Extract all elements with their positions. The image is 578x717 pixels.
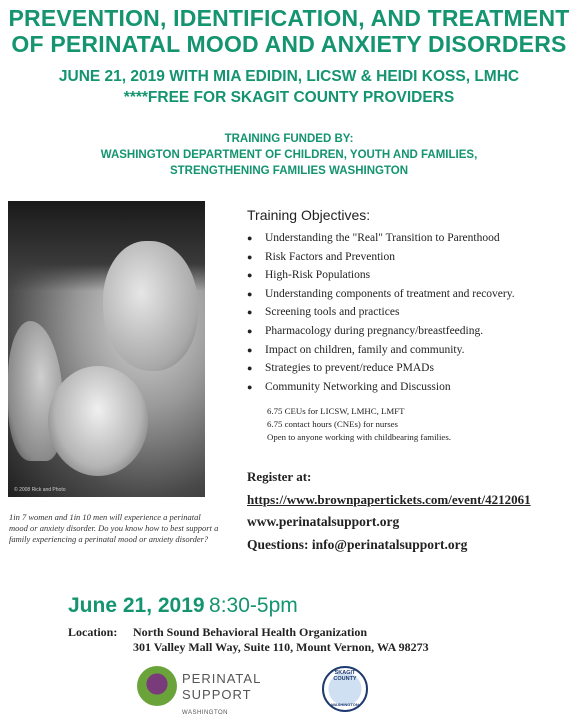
location-label: Location: — [68, 625, 118, 639]
title-line-1: PREVENTION, IDENTIFICATION, AND TREATMENT — [8, 5, 570, 31]
bullet-icon: ● — [247, 325, 253, 336]
objective-item: ● Understanding components of treatment and recovery. — [247, 285, 515, 304]
photo-credit: © 2008 Rick and Photo — [14, 487, 66, 493]
objective-item: ● Understanding the "Real" Transition to Parenthood — [247, 229, 515, 248]
credits-info — [267, 405, 451, 444]
mother-baby-photo — [8, 201, 205, 497]
event-location — [68, 625, 429, 655]
logo-text-perinatal: PERINATAL — [182, 671, 262, 686]
skagit-county-seal — [322, 666, 368, 712]
credits-line-2: 6.75 contact hours (CNEs) for nurses — [267, 419, 398, 429]
bullet-icon: ● — [247, 381, 253, 392]
event-date: June 21, 2019 — [68, 594, 205, 617]
subtitle-line-1: JUNE 21, 2019 WITH MIA EDIDIN, LICSW & HEIDI KOSS, LMHC — [58, 68, 520, 85]
perinatal-support-emblem-icon — [137, 666, 177, 706]
title-line-2: OF PERINATAL MOOD AND ANXIETY DISORDERS — [11, 31, 567, 57]
seal-text-top: SKAGIT COUNTY — [333, 670, 357, 682]
funding-block — [0, 131, 578, 179]
bullet-icon: ● — [247, 251, 253, 262]
bullet-icon: ● — [247, 344, 253, 355]
page-title — [0, 5, 578, 57]
seal-text-bottom: WASHINGTON — [331, 702, 359, 707]
objective-item: ● Community Networking and Discussion — [247, 378, 515, 397]
perinatal-support-logo — [137, 666, 277, 716]
photo-mother-face — [103, 241, 198, 371]
register-link[interactable]: https://www.brownpapertickets.com/event/4212061 — [247, 491, 531, 507]
event-date-time — [68, 594, 298, 618]
bullet-icon: ● — [247, 288, 253, 299]
bullet-icon: ● — [247, 363, 253, 374]
funding-label: TRAINING FUNDED BY: — [224, 133, 354, 145]
subtitle — [0, 66, 578, 108]
website-link[interactable]: www.perinatalsupport.org — [247, 514, 400, 529]
register-block — [247, 466, 531, 556]
funding-line-1: WASHINGTON DEPARTMENT OF CHILDREN, YOUTH AND FAMILIES, — [100, 149, 478, 161]
credits-line-1: 6.75 CEUs for LICSW, LMHC, LMFT — [267, 406, 405, 416]
questions-contact: Questions: info@perinatalsupport.org — [247, 536, 468, 552]
photo-caption: 1in 7 women and 1in 10 men will experience a perinatal mood or anxiety disorder. Do you know how to best support a family experiencing a perinatal mood or anxiety disorder? — [9, 512, 219, 544]
objectives-list — [247, 229, 515, 396]
logo-text-support: SUPPORT WASHINGTON — [182, 687, 252, 716]
objective-item: ● Pharmacology during pregnancy/breastfeeding. — [247, 322, 515, 341]
funding-line-2: STRENGTHENING FAMILIES WASHINGTON — [169, 165, 409, 177]
bullet-icon: ● — [247, 233, 253, 243]
register-label: Register at: — [247, 469, 312, 484]
credits-line-3: Open to anyone working with childbearing families. — [267, 432, 451, 442]
bullet-icon: ● — [247, 270, 253, 281]
location-name: North Sound Behavioral Health Organization — [133, 625, 368, 639]
bullet-icon: ● — [247, 307, 253, 318]
objective-item: ● Screening tools and practices — [247, 303, 515, 322]
objective-item: ● High-Risk Populations — [247, 266, 515, 285]
objective-item: ● Impact on children, family and community. — [247, 341, 515, 360]
subtitle-line-2: ****FREE FOR SKAGIT COUNTY PROVIDERS — [123, 89, 455, 106]
location-address: 301 Valley Mall Way, Suite 110, Mount Vernon, WA 98273 — [133, 640, 429, 654]
photo-baby — [48, 366, 148, 476]
objective-item: ● Strategies to prevent/reduce PMADs — [247, 359, 515, 378]
objectives-title: Training Objectives: — [247, 207, 371, 223]
objective-item: ● Risk Factors and Prevention — [247, 248, 515, 267]
event-time: 8:30-5pm — [209, 594, 298, 617]
